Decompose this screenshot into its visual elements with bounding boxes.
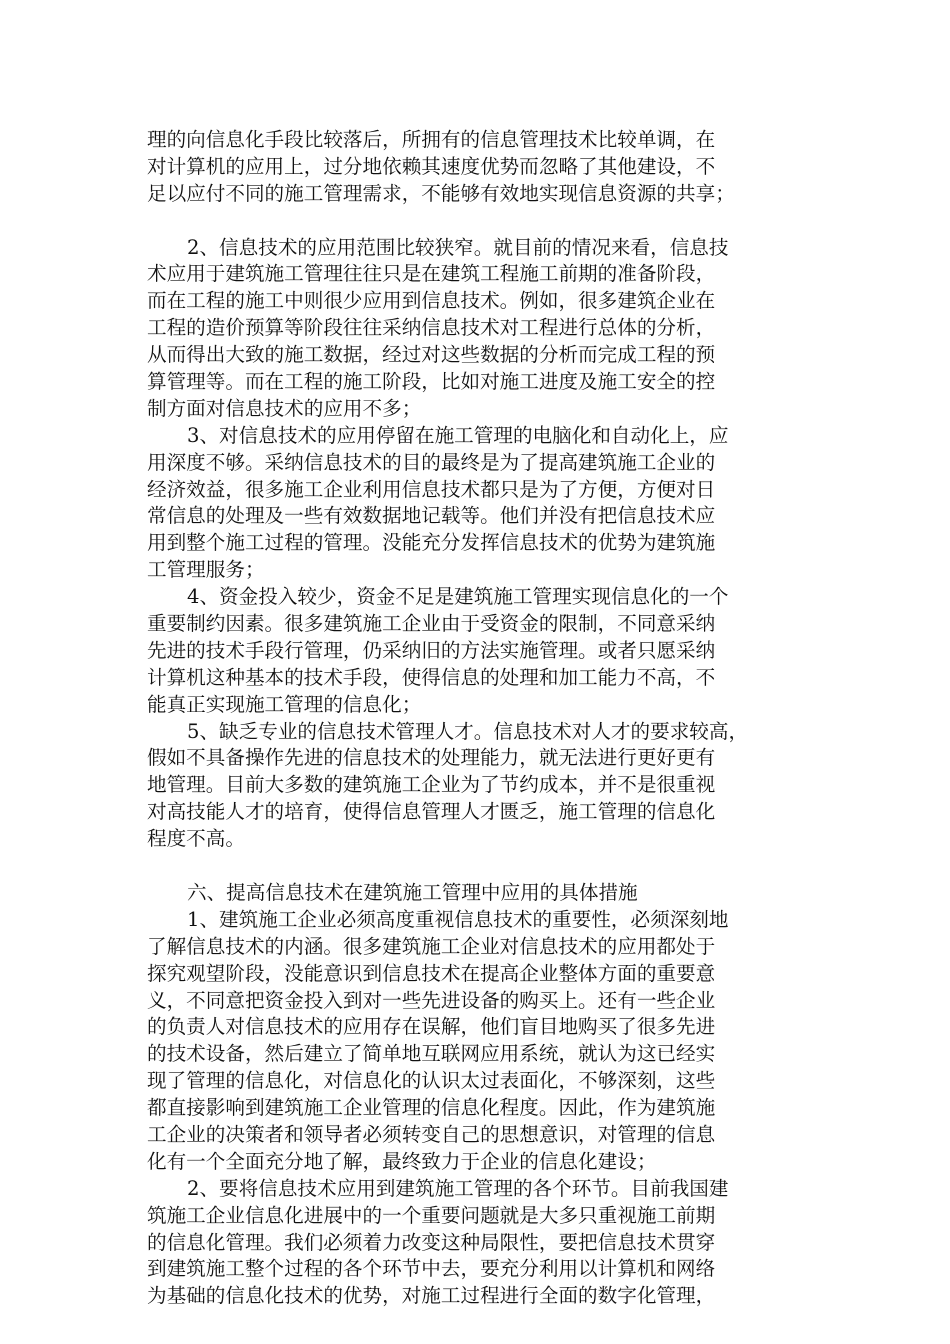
document-page: [147, 127, 815, 1310]
text-line: 5、缺乏专业的信息技术管理人才。信息技术对人才的要求较高，: [187, 719, 749, 743]
paragraph-1: [147, 127, 815, 208]
text-line: 的信息化管理。我们必须着力改变这种局限性，要把信息技术贯穿: [147, 1230, 716, 1254]
paragraph-5: [147, 719, 815, 853]
text-line: 用深度不够。采纳信息技术的目的最终是为了提高建筑施工企业的: [147, 450, 716, 474]
paragraph-gap: [147, 208, 815, 235]
text-line: 理的向信息化手段比较落后，所拥有的信息管理技术比较单调，在: [147, 128, 716, 151]
text-line: 2、信息技术的应用范围比较狭窄。就目前的情况来看，信息技: [187, 235, 729, 259]
paragraph-gap: [147, 853, 815, 880]
text-line: 重要制约因素。很多建筑施工企业由于受资金的限制，不同意采纳: [147, 612, 716, 636]
paragraph-7: [147, 1176, 815, 1310]
text-line: 用到整个施工过程的管理。没能充分发挥信息技术的优势为建筑施: [147, 531, 716, 555]
text-line: 工企业的决策者和领导者必须转变自己的思想意识，对管理的信息: [147, 1122, 716, 1146]
text-line: 现了管理的信息化，对信息化的认识太过表面化，不够深刻，这些: [147, 1069, 716, 1093]
text-line: 对计算机的应用上，过分地依赖其速度优势而忽略了其他建设，不: [147, 154, 716, 178]
paragraph-2: [147, 235, 815, 423]
text-line: 为基础的信息化技术的优势，对施工过程进行全面的数字化管理，: [147, 1284, 716, 1308]
text-line: 1、建筑施工企业必须高度重视信息技术的重要性，必须深刻地: [187, 907, 729, 931]
text-line: 对高技能人才的培育，使得信息管理人才匮乏，施工管理的信息化: [147, 800, 716, 824]
text-line: 的技术设备，然后建立了简单地互联网应用系统，就认为这已经实: [147, 1042, 716, 1066]
text-line: 了解信息技术的内涵。很多建筑施工企业对信息技术的应用都处于: [147, 934, 716, 958]
paragraph-3: [147, 423, 815, 584]
paragraph-4: [147, 584, 815, 718]
text-line: 足以应付不同的施工管理需求，不能够有效地实现信息资源的共享；: [147, 181, 735, 205]
text-line: 从而得出大致的施工数据，经过对这些数据的分析而完成工程的预: [147, 343, 716, 367]
text-line: 地管理。目前大多数的建筑施工企业为了节约成本，并不是很重视: [147, 773, 716, 797]
text-line: 都直接影响到建筑施工企业管理的信息化程度。因此，作为建筑施: [147, 1096, 716, 1120]
text-line: 而在工程的施工中则很少应用到信息技术。例如，很多建筑企业在: [147, 289, 716, 313]
text-line: 化有一个全面充分地了解，最终致力于企业的信息化建设；: [147, 1149, 657, 1173]
text-line: 程度不高。: [147, 827, 245, 851]
text-line: 常信息的处理及一些有效数据地记载等。他们并没有把信息技术应: [147, 504, 716, 528]
text-line: 到建筑施工整个过程的各个环节中去，要充分利用以计算机和网络: [147, 1257, 716, 1281]
text-line: 先进的技术手段行管理，仍采纳旧的方法实施管理。或者只愿采纳: [147, 638, 716, 662]
text-line: 探究观望阶段，没能意识到信息技术在提高企业整体方面的重要意: [147, 961, 716, 985]
text-line: 2、要将信息技术应用到建筑施工管理的各个环节。目前我国建: [187, 1176, 729, 1200]
text-line: 计算机这种基本的技术手段，使得信息的处理和加工能力不高，不: [147, 665, 716, 689]
text-line: 假如不具备操作先进的信息技术的处理能力，就无法进行更好更有: [147, 746, 716, 770]
text-line: 经济效益，很多施工企业利用信息技术都只是为了方便，方便对日: [147, 477, 716, 501]
text-line: 义，不同意把资金投入到对一些先进设备的购买上。还有一些企业: [147, 988, 716, 1012]
text-line: 3、对信息技术的应用停留在施工管理的电脑化和自动化上，应: [187, 423, 729, 447]
text-line: 4、资金投入较少，资金不足是建筑施工管理实现信息化的一个: [187, 585, 729, 609]
paragraph-6: [147, 907, 815, 1176]
text-line: 工管理服务；: [147, 558, 265, 582]
text-line: 算管理等。而在工程的施工阶段，比如对施工进度及施工安全的控: [147, 370, 716, 394]
section-heading: 六、提高信息技术在建筑施工管理中应用的具体措施: [187, 880, 638, 904]
text-line: 工程的造价预算等阶段往往采纳信息技术对工程进行总体的分析，: [147, 316, 716, 340]
text-line: 制方面对信息技术的应用不多；: [147, 396, 422, 420]
text-line: 的负责人对信息技术的应用存在误解，他们盲目地购买了很多先进: [147, 1015, 716, 1039]
text-line: 筑施工企业信息化进展中的一个重要问题就是大多只重视施工前期: [147, 1203, 716, 1227]
text-line: 能真正实现施工管理的信息化；: [147, 692, 422, 716]
text-line: 术应用于建筑施工管理往往只是在建筑工程施工前期的准备阶段，: [147, 262, 716, 286]
